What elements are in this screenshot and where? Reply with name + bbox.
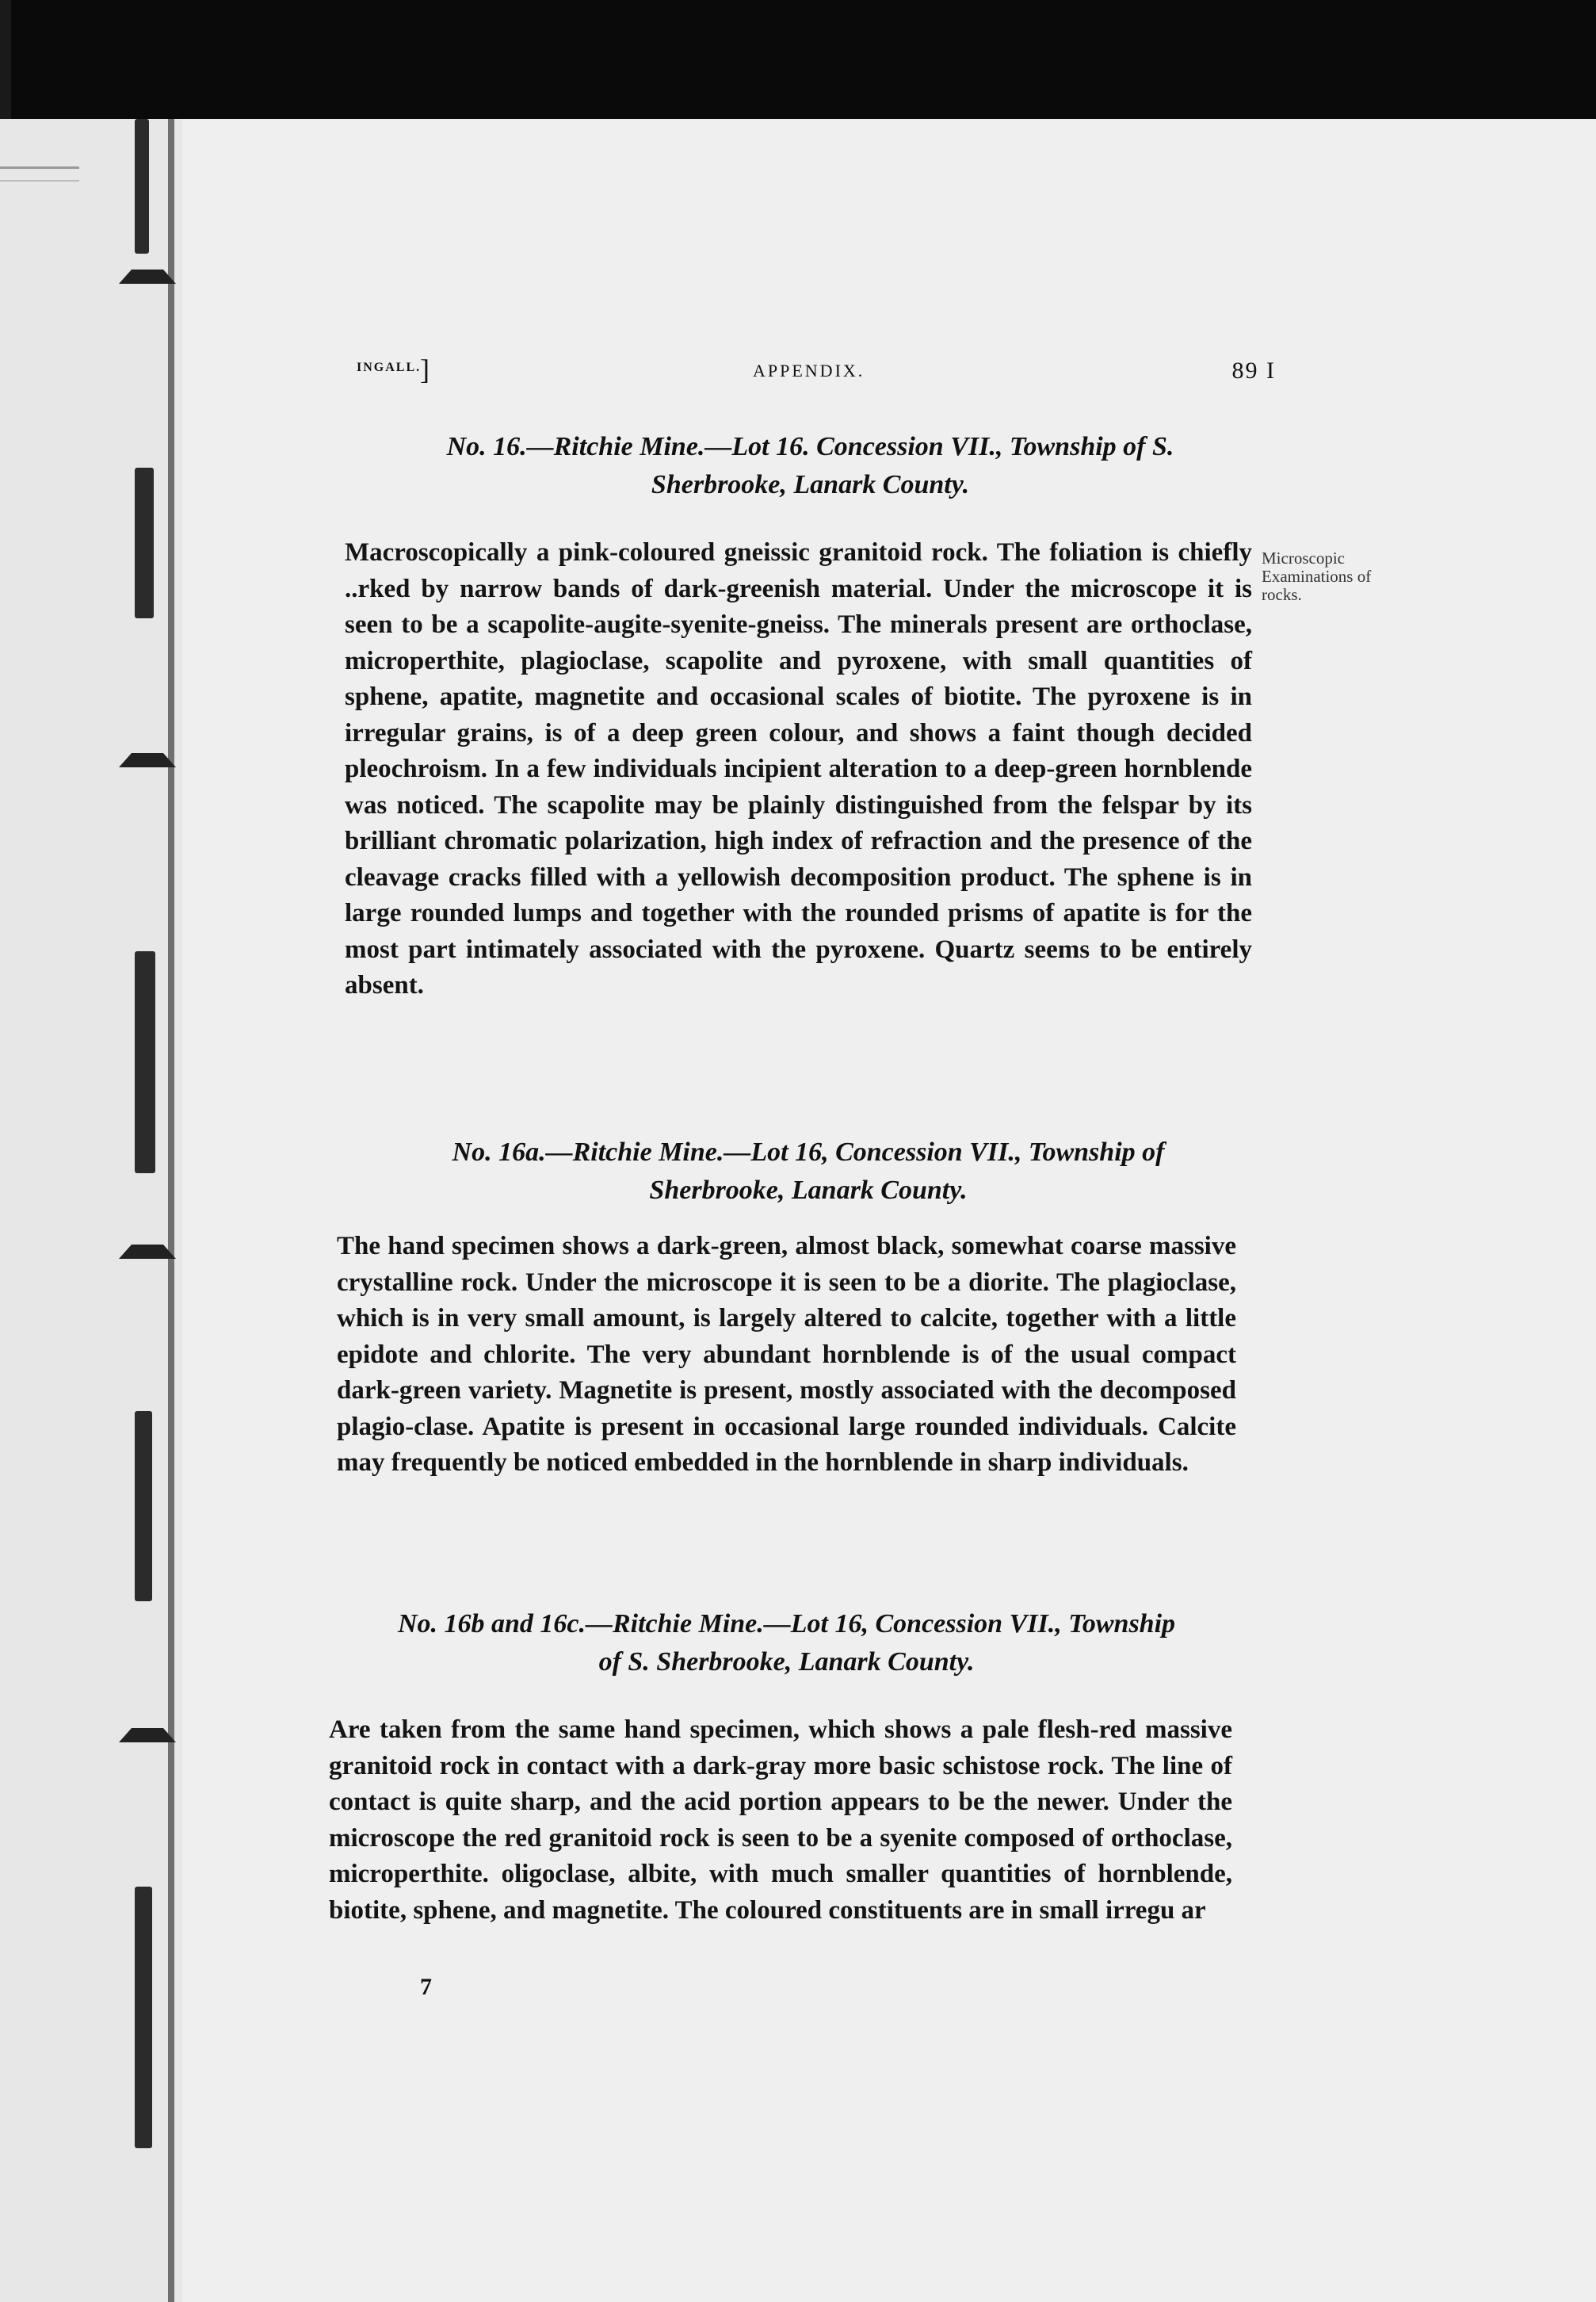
- section-paragraph: The hand specimen shows a dark-green, almost black, somewhat coarse massive crystalline rock. Under the microscope it is seen to be a diorite. The plagioclase, which is in very small amount, is largely altered to calcite, together with a little epidote and chlorite. The very abundant hornblende is of the usual compact dark-green variety. Magnetite is present, mostly associated with the decomposed plagio-clase. Apatite is present in occasional large rounded individuals. Calcite may frequently be noticed embedded in the hornblende in sharp individuals.: [337, 1232, 1236, 1477]
- section-heading-line: No. 16.—Ritchie Mine.—Lot 16. Concession VII., Township of S.: [446, 432, 1174, 461]
- signature-mark: 7: [420, 1974, 432, 2000]
- running-head-author: INGALL.: [357, 361, 422, 374]
- section-heading-line: Sherbrooke, Lanark County.: [651, 470, 970, 499]
- section-heading-line: No. 16a.—Ritchie Mine.—Lot 16, Concession VII., Township of: [452, 1138, 1165, 1167]
- running-head-title: APPENDIX.: [753, 361, 865, 380]
- binding-mark: [135, 951, 155, 1173]
- section-paragraph: Are taken from the same hand specimen, which shows a pale flesh-red massive granitoid rock in contact with a dark-gray more basic schistose rock. The line of contact is quite sharp, and the acid portion appears to be the newer. Under the microscope the red granitoid rock is seen to be a syenite composed of orthoclase, microperthite. oligoclase, albite, with much smaller quantities of hornblende, biotite, sphene, and magnetite. The coloured constituents are in small irregu ar: [329, 1715, 1232, 1925]
- section-paragraph: Macroscopically a pink-coloured gneissic granitoid rock. The foliation is chiefly ..rked by narrow bands of dark-greenish material. Under the microscope it is seen to be a scapolite-augite-syenite-gneiss. The minerals present are orthoclase, microperthite, plagioclase, scapolite and pyroxene, with small quantities of sphene, apatite, magnetite and occasional scales of biotite. The pyroxene is in irregular grains, is of a deep green colour, and shows a faint though decided pleochroism. In a few individuals incipient alteration to a deep-green hornblende was noticed. The scapolite may be plainly distinguished from the felspar by its brilliant chromatic polarization, high index of refraction and the presence of the cleavage cracks filled with a yellowish decomposition product. The sphene is in large rounded lumps and together with the rounded prisms of apatite is for the most part intimately associated with the pyroxene. Quartz seems to be entirely absent.: [345, 538, 1252, 1000]
- section-heading: [361, 428, 1260, 504]
- section-heading-line: of S. Sherbrooke, Lanark County.: [598, 1647, 975, 1677]
- binding-tick: [119, 270, 176, 284]
- previous-page-edge: [0, 119, 182, 2302]
- binding-mark: [135, 1887, 152, 2148]
- section-heading-line: Sherbrooke, Lanark County.: [649, 1176, 968, 1205]
- running-head: [357, 354, 1276, 392]
- section-heading: [333, 1605, 1240, 1681]
- binding-tick: [119, 1728, 176, 1742]
- running-head-bracket: ]: [420, 354, 431, 385]
- left-page-scrap: [0, 166, 79, 182]
- binding-mark: [135, 119, 149, 254]
- binding-tick: [119, 753, 176, 767]
- section-heading: [365, 1134, 1252, 1210]
- binding-tick: [119, 1245, 176, 1259]
- binding-mark: [135, 468, 154, 618]
- scan-top-border: [0, 0, 1596, 135]
- section-heading-line: No. 16b and 16c.—Ritchie Mine.—Lot 16, Concession VII., Township: [397, 1609, 1176, 1639]
- binding-line: [168, 119, 174, 2302]
- margin-note: Microscopic Examinations of rocks.: [1262, 549, 1372, 604]
- page-number: 89 I: [1231, 358, 1276, 384]
- binding-mark: [135, 1411, 152, 1601]
